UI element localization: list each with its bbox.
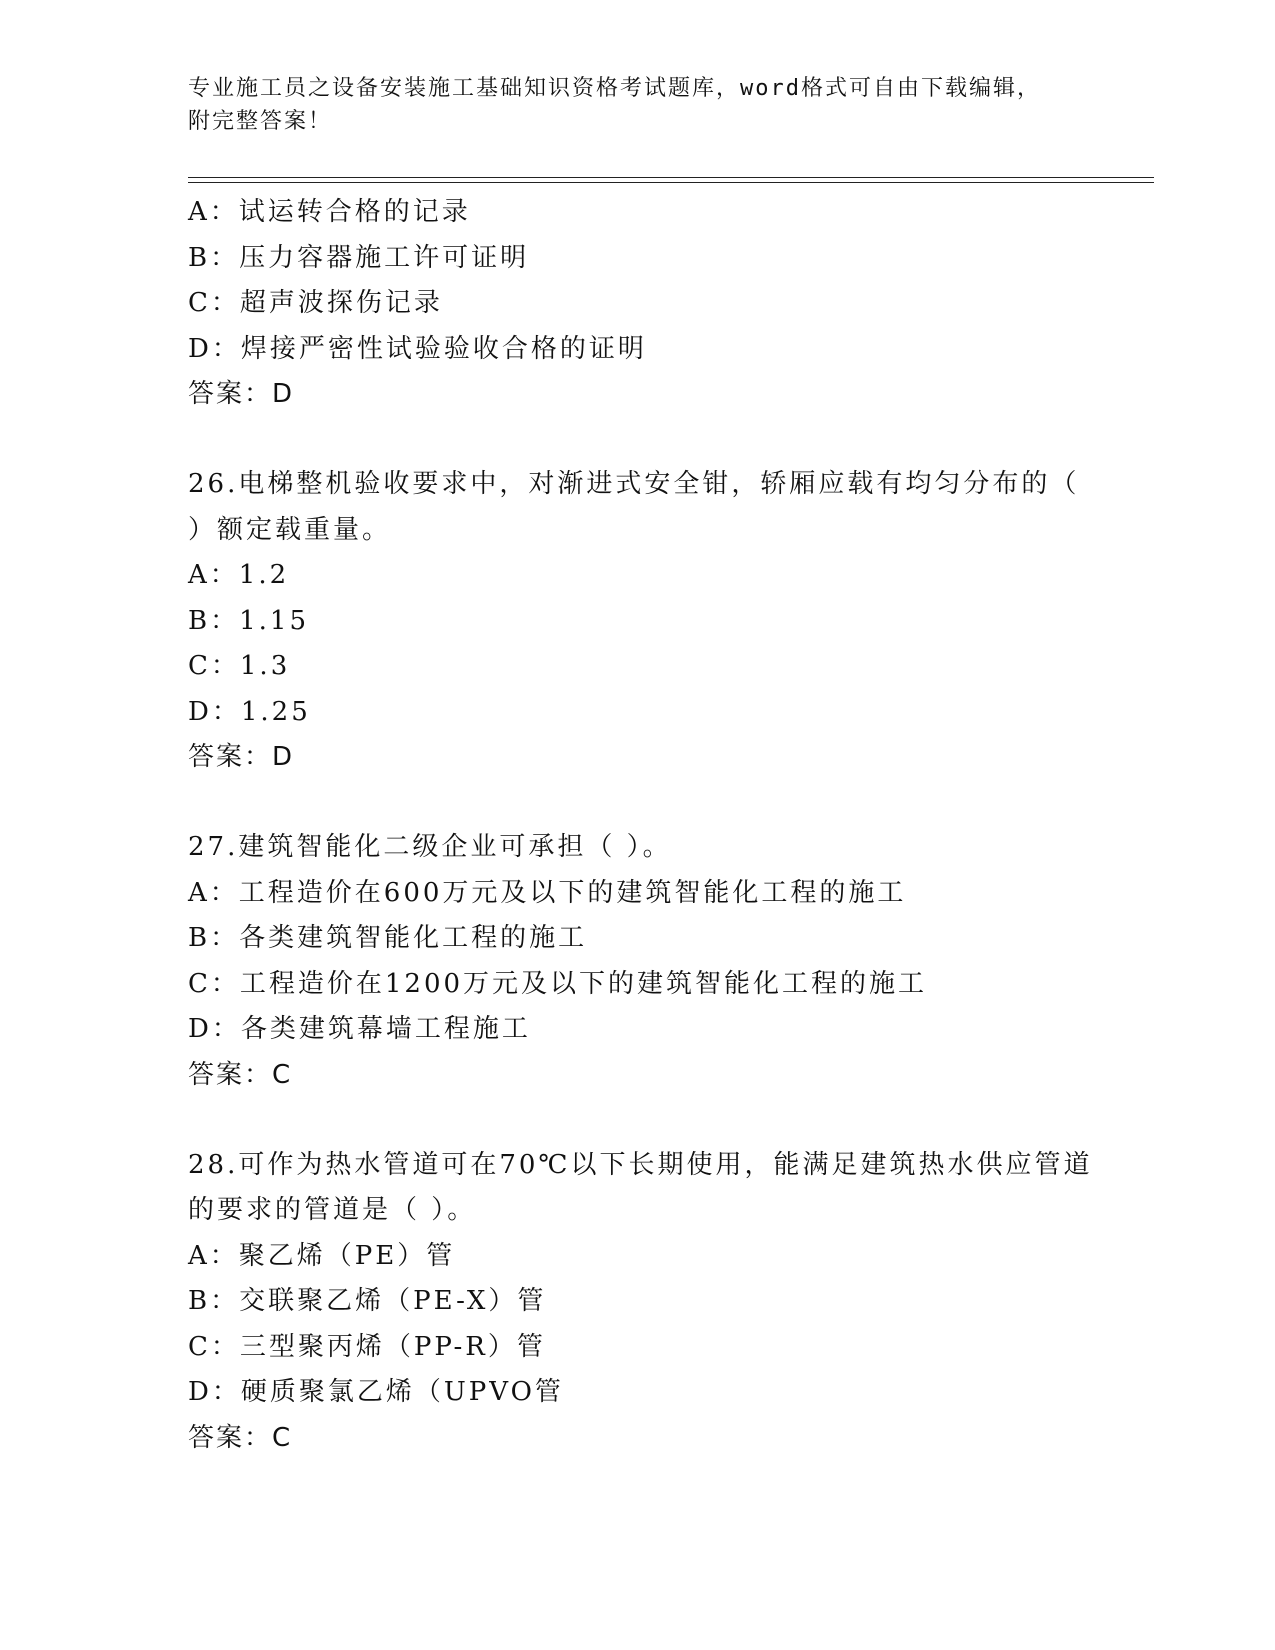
header-divider-bottom xyxy=(188,182,1154,183)
question-stem: 26.电梯整机验收要求中，对渐进式安全钳，轿厢应载有均匀分布的（ xyxy=(188,469,1080,499)
answer: 答案：C xyxy=(188,1422,293,1453)
question-25 xyxy=(188,190,1088,417)
option-a: A：工程造价在600万元及以下的建筑智能化工程的施工 xyxy=(188,877,907,908)
question-stem: 27.建筑智能化二级企业可承担（ ）。 xyxy=(188,832,672,862)
question-stem-cont: 的要求的管道是（ ）。 xyxy=(188,1195,477,1225)
header-line-2: 附完整答案！ xyxy=(188,109,333,134)
header-line-1: 专业施工员之设备安装施工基础知识资格考试题库，word格式可自由下载编辑， xyxy=(188,76,1041,101)
option-d: D：硬质聚氯乙烯（UPVO管 xyxy=(188,1377,564,1407)
option-b: B：1.15 xyxy=(188,605,309,636)
option-b: B：各类建筑智能化工程的施工 xyxy=(188,923,588,953)
question-list xyxy=(188,190,1093,1461)
question-28 xyxy=(188,1143,1093,1461)
document-header xyxy=(188,72,1068,138)
answer: 答案：C xyxy=(188,1059,293,1090)
option-d: D：各类建筑幕墙工程施工 xyxy=(188,1014,531,1044)
answer: 答案：D xyxy=(188,742,295,772)
option-d: D：焊接严密性试验验收合格的证明 xyxy=(188,333,647,364)
option-c: C：工程造价在1200万元及以下的建筑智能化工程的施工 xyxy=(188,968,928,999)
question-stem-cont: ）额定载重量。 xyxy=(188,514,392,545)
option-c: C：1.3 xyxy=(188,651,291,681)
spacer xyxy=(188,417,1088,462)
question-26 xyxy=(188,462,1088,780)
question-stem: 28.可作为热水管道可在70℃以下长期使用，能满足建筑热水供应管道 xyxy=(188,1149,1093,1180)
answer: 答案：D xyxy=(188,379,295,409)
option-b: B：压力容器施工许可证明 xyxy=(188,242,530,273)
question-27 xyxy=(188,825,1088,1098)
option-d: D：1.25 xyxy=(188,696,311,727)
option-a: A：聚乙烯（PE）管 xyxy=(188,1240,456,1271)
option-a: A：1.2 xyxy=(188,560,290,590)
option-b: B：交联聚乙烯（PE-X）管 xyxy=(188,1286,547,1316)
option-a: A：试运转合格的记录 xyxy=(188,197,471,227)
spacer xyxy=(188,780,1088,825)
option-c: C：三型聚丙烯（PP-R）管 xyxy=(188,1331,546,1362)
spacer xyxy=(188,1098,1088,1143)
option-c: C：超声波探伤记录 xyxy=(188,288,443,318)
header-divider-top xyxy=(188,177,1154,178)
